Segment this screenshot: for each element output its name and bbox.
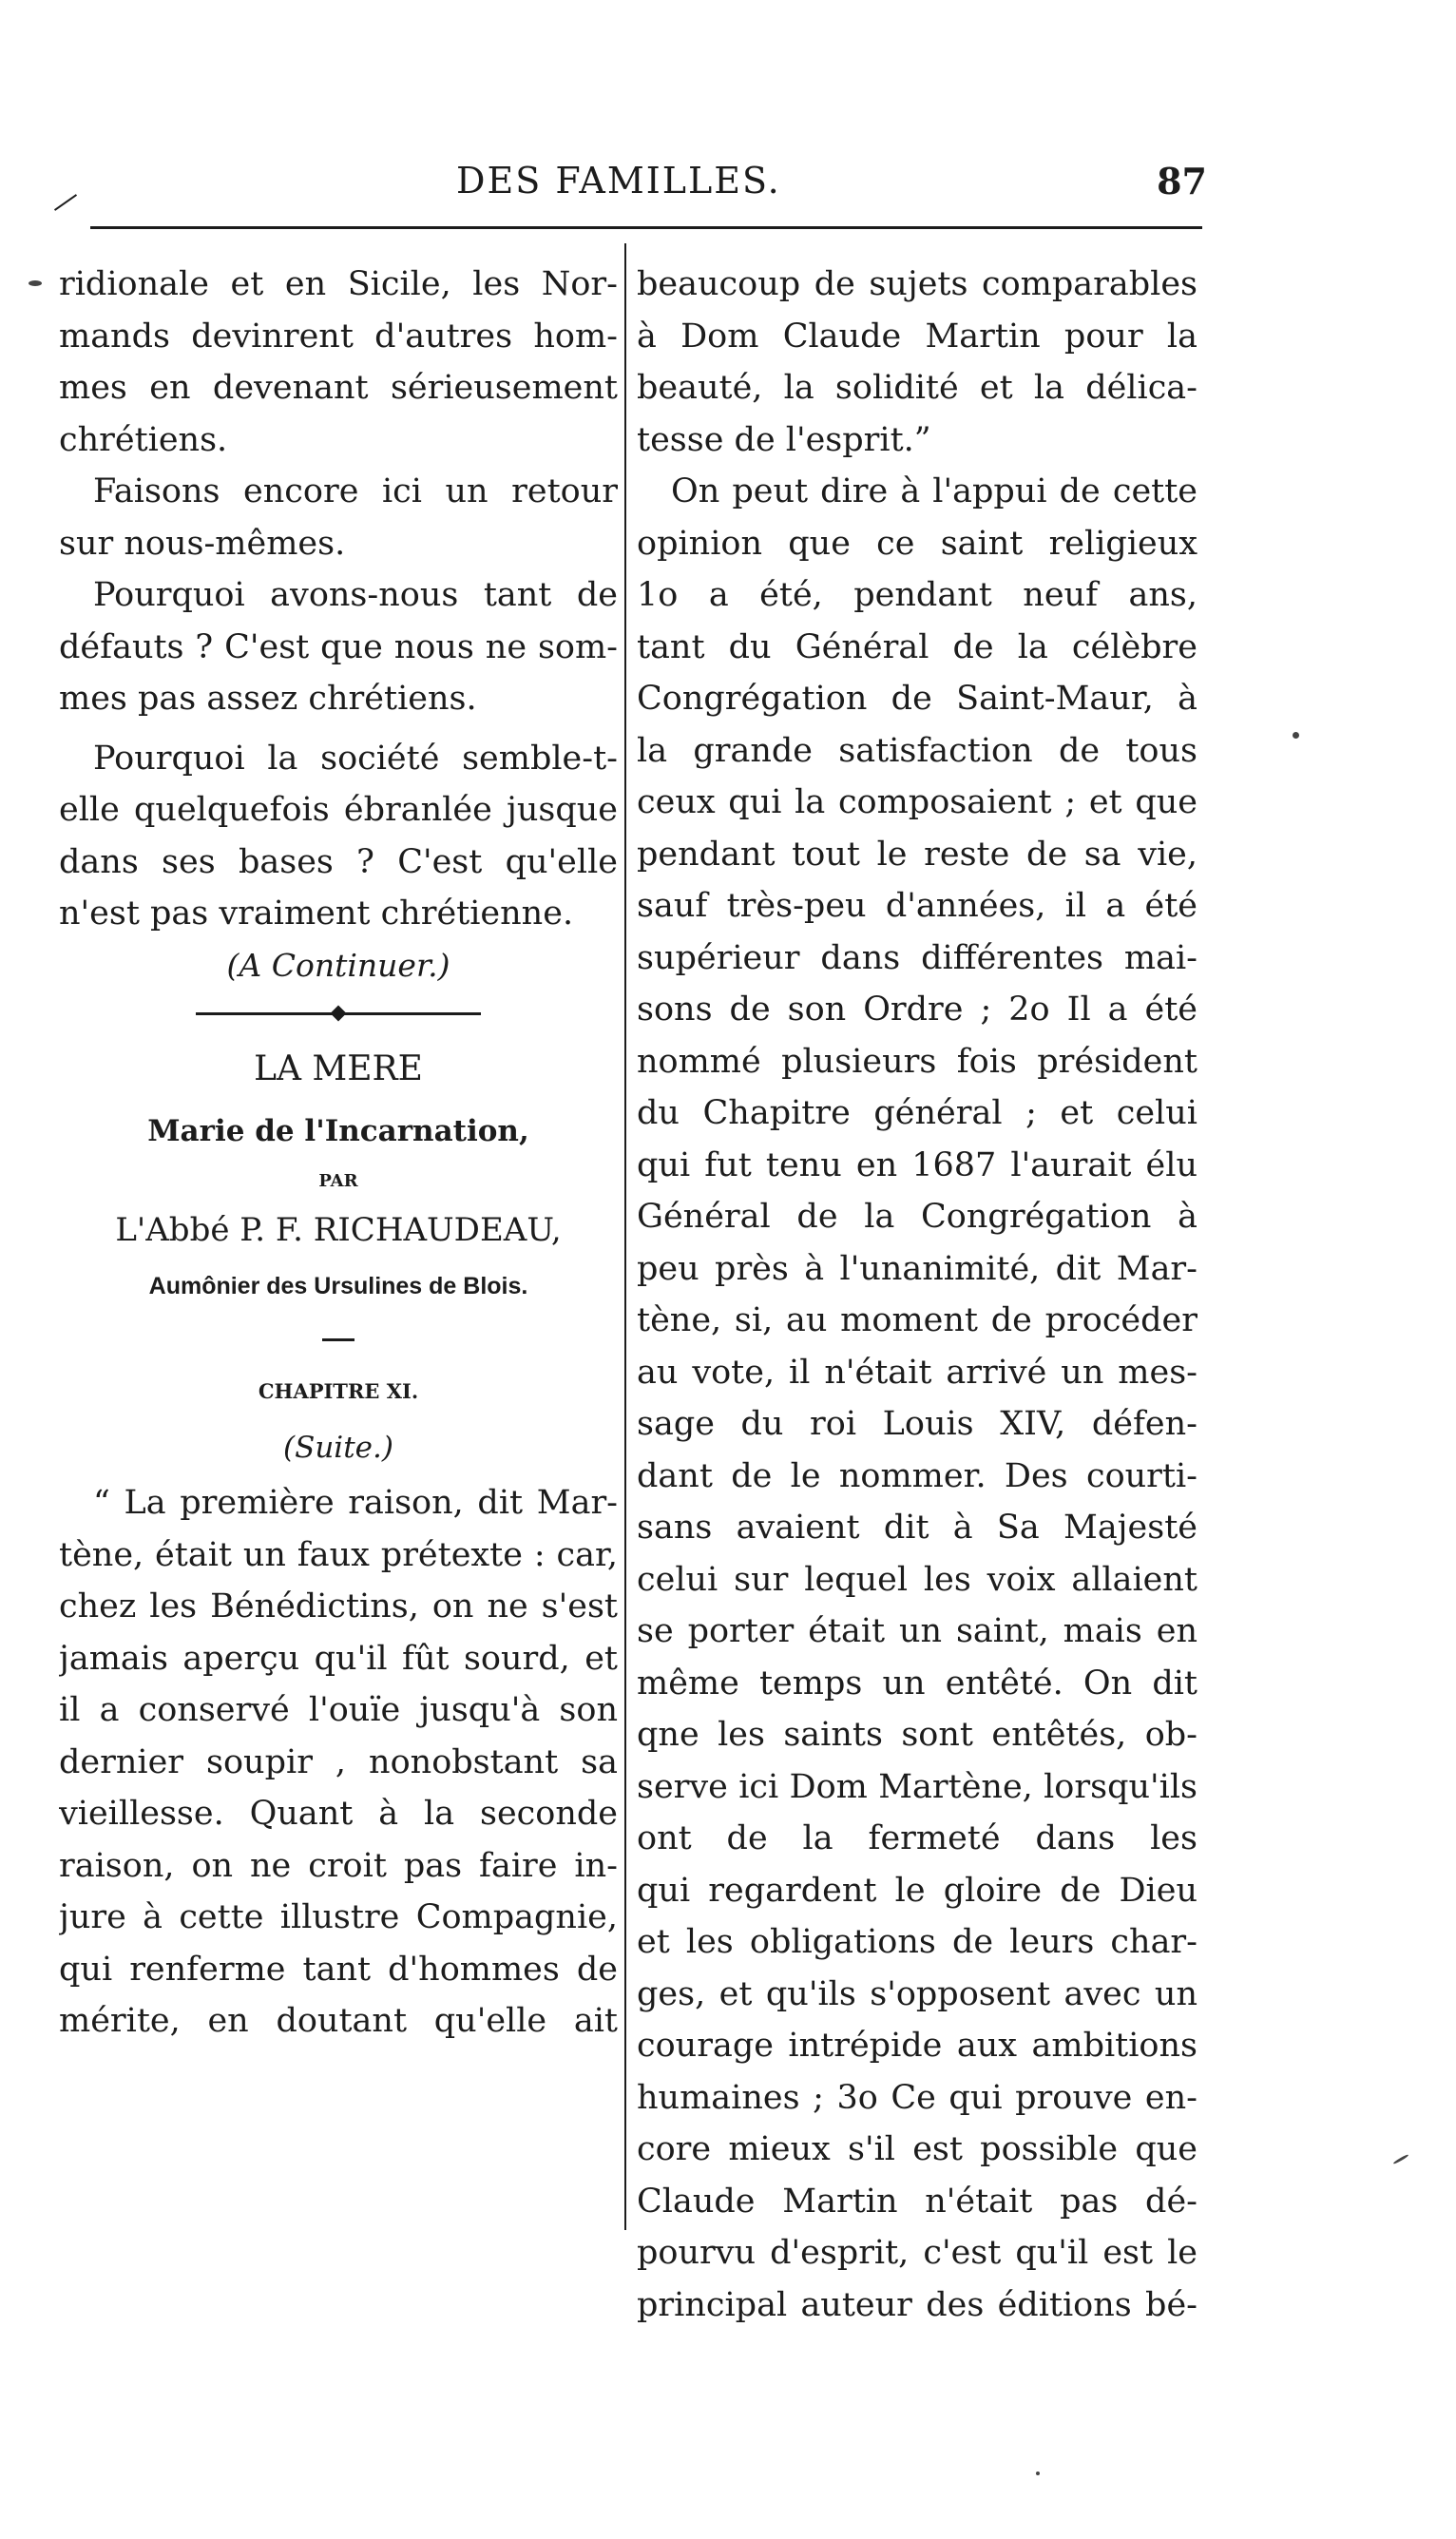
text-line: raison, on ne croit pas faire in- [59,1846,618,1885]
author-name: L'Abbé P. F. RICHAUDEAU, [115,1211,562,1249]
text-line: mes en devenant sérieusement [59,369,618,407]
article-title: LA MERE [254,1049,423,1088]
text-line: Général de la Congrégation à [637,1198,1197,1236]
paragraph-societe [59,733,618,940]
text-line: serve ici Dom Martène, lorsqu'ils [637,1767,1197,1806]
header-rule [90,226,1202,229]
ornamental-rule [196,1012,481,1015]
text-line: pendant tout le reste de sa vie, [637,835,1197,874]
text-line: tant du Général de la célèbre [637,627,1197,666]
text-line: ceux qui la composaient ; et que [637,783,1197,821]
author-role: Aumônier des Ursulines de Blois. [148,1272,528,1299]
right-column [637,259,1197,2331]
text-line: il a conservé l'ouïe jusqu'à son [59,1691,618,1729]
text-line: qui fut tenu en 1687 l'aurait élu [637,1145,1197,1184]
page-number: 87 [1157,160,1207,202]
text-line: se porter était un saint, mais en [637,1612,1197,1650]
text-line: Pourquoi avons-nous tant de [93,576,618,614]
text-line: et les obligations de leurs char- [637,1923,1197,1961]
text-line: qui renferme tant d'hommes de [59,1950,618,1989]
text-line: humaines ; 3o Ce qui prouve en- [637,2078,1197,2117]
text-line: sauf très-peu d'années, il a été [637,887,1197,925]
paragraph-sujets-comparables [637,259,1197,466]
running-title: DES FAMILLES. [456,160,781,202]
paragraph-normans [59,259,618,466]
paragraph-defauts [59,569,618,725]
text-line: chrétiens. [59,420,228,459]
text-line: celui sur lequel les voix allaient [637,1560,1197,1599]
text-line: pourvu d'esprit, c'est qu'il est le [637,2234,1197,2272]
paragraph-appui [637,466,1197,2331]
text-line: Congrégation de Saint-Maur, à [637,680,1197,718]
text-line: chez les Bénédictins, on ne s'est [59,1587,618,1625]
ink-speck [29,280,42,286]
text-line: beaucoup de sujets comparables [637,265,1197,303]
text-line: 1o a été, pendant neuf ans, [637,576,1197,614]
text-line: supérieur dans différentes mai- [637,938,1197,977]
ink-speck [1036,2472,1040,2475]
text-line: tesse de l'esprit.” [637,420,931,459]
text-line: opinion que ce saint religieux [637,524,1197,563]
text-line: tène, était un faux prétexte : car, [59,1535,618,1574]
text-line: à Dom Claude Martin pour la [637,317,1197,356]
text-line: sans avaient dit à Sa Majesté [637,1509,1197,1547]
text-line: n'est pas vraiment chrétienne. [59,894,574,933]
chapter-heading: CHAPITRE XI. [258,1379,419,1403]
text-line: sur nous-mêmes. [59,524,346,563]
text-line: sage du roi Louis XIV, défen- [637,1405,1197,1443]
text-line: qui regardent le gloire de Dieu [637,1871,1197,1910]
text-line: même temps un entêté. On dit [637,1664,1197,1702]
text-line: beauté, la solidité et la délica- [637,369,1197,407]
section-dash [322,1338,354,1341]
text-line: Pourquoi la société semble-t- [93,739,618,778]
text-line: ges, et qu'ils s'opposent avec un [637,1974,1197,2013]
text-line: principal auteur des éditions bé- [637,2285,1197,2324]
byline-label: PAR [318,1171,358,1191]
article-subtitle: Marie de l'Incarnation, [147,1113,529,1148]
text-line: vieillesse. Quant à la seconde [59,1795,618,1833]
text-line: tène, si, au moment de procéder [637,1301,1197,1339]
paragraph-gap [59,725,618,733]
text-line: courage intrépide aux ambitions [637,2027,1197,2065]
text-line: dernier soupir , nonobstant sa [59,1742,618,1781]
chapter-suite: (Suite.) [283,1430,393,1465]
text-line: dant de le nommer. Des courti- [637,1456,1197,1495]
text-line: Faisons encore ici un retour [93,472,618,510]
text-line: sons de son Ordre ; 2o Il a été [637,991,1197,1029]
text-line: mes pas assez chrétiens. [59,680,477,718]
text-line: qne les saints sont entêtés, ob- [637,1716,1197,1754]
ink-speck [1293,732,1299,739]
text-line: “ La première raison, dit Mar- [93,1484,618,1522]
ink-speck [1392,2154,1408,2165]
text-line: la grande satisfaction de tous [637,731,1197,770]
text-line: ont de la fermeté dans les [637,1819,1197,1857]
text-line: ridionale et en Sicile, les Nor- [59,265,618,303]
text-line: jamais aperçu qu'il fût sourd, et [59,1639,618,1678]
text-line: dans ses bases ? C'est qu'elle [59,842,618,881]
text-line: peu près à l'unanimité, dit Mar- [637,1249,1197,1288]
text-line: mands devinrent d'autres hom- [59,317,618,356]
paragraph-premiere-raison [59,1477,618,2048]
text-line: au vote, il n'était arrivé un mes- [637,1353,1197,1392]
text-line: mérite, en doutant qu'elle ait [59,2002,618,2040]
text-line: Claude Martin n'était pas dé- [637,2182,1197,2221]
text-line: On peut dire à l'appui de cette [671,472,1197,510]
text-line: core mieux s'il est possible que [637,2130,1197,2168]
text-line: défauts ? C'est que nous ne som- [59,627,618,666]
text-line: jure à cette illustre Compagnie, [59,1898,618,1936]
continuation-note: (A Continuer.) [226,946,450,984]
text-line: du Chapitre général ; et celui [637,1094,1197,1132]
paragraph-retour [59,466,618,569]
running-head [57,160,1207,217]
left-column [59,259,618,2048]
text-line: nommé plusieurs fois président [637,1042,1197,1081]
text-line: elle quelquefois ébranlée jusque [59,791,618,829]
column-divider [624,243,626,2230]
